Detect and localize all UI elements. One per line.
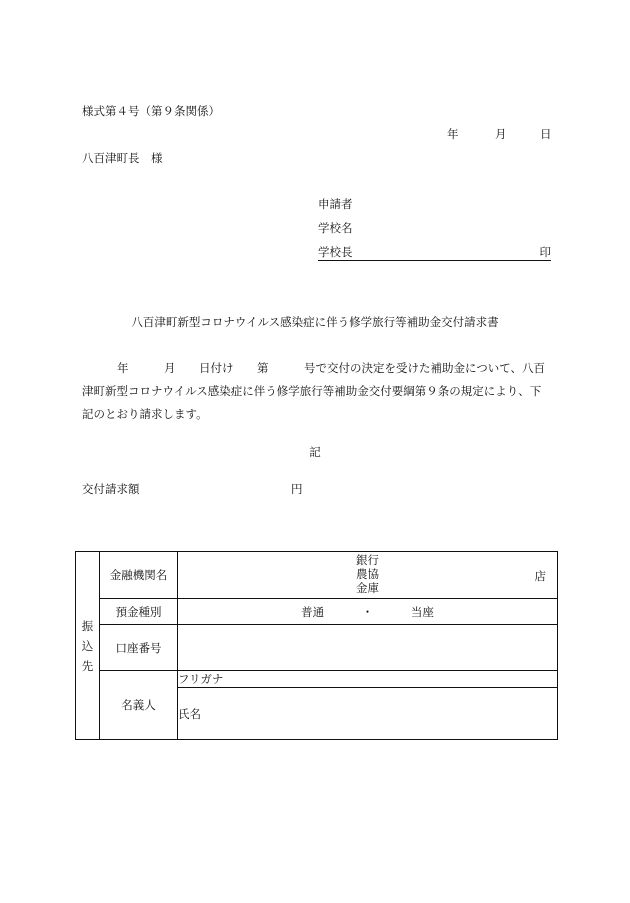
bank-type-kinko: 金庫	[356, 581, 379, 595]
bank-label: 金融機関名	[100, 552, 178, 599]
applicant-label: 申請者	[318, 197, 353, 211]
body-line-2-text: 津町新型コロナウイルス感染症に伴う修学旅行等補助金交付要綱第９条の規定により、下	[82, 384, 542, 398]
body-text	[82, 357, 552, 426]
principal-label: 学校長	[318, 245, 353, 259]
body-line-1	[82, 357, 552, 380]
bank-type-nokyo: 農協	[356, 567, 379, 581]
holder-label: 名義人	[100, 671, 178, 740]
principal-line	[318, 244, 551, 261]
addressee: 八百津町長 様	[82, 151, 163, 165]
holder-name-field[interactable]	[178, 688, 558, 740]
branch-label: 店	[534, 569, 546, 583]
body-year: 年	[117, 361, 129, 375]
date-month: 月	[495, 127, 507, 141]
body-line-3-text: 記のとおり請求します。	[82, 407, 208, 421]
date-year: 年	[447, 127, 459, 141]
name-label: 氏名	[178, 706, 201, 721]
body-line-2	[82, 380, 552, 403]
body-number-prefix: 第	[257, 361, 269, 375]
account-type-label: 預金種別	[100, 599, 178, 625]
seal-mark: 印	[539, 245, 551, 259]
account-type-separator: ・	[361, 604, 374, 619]
form-number: 様式第４号（第９条関係）	[82, 104, 220, 118]
bank-type-ginko: 銀行	[356, 553, 379, 567]
account-type-toza[interactable]: 当座	[410, 604, 434, 619]
side-char-1: 振	[81, 618, 94, 633]
school-name-label: 学校名	[318, 221, 353, 235]
account-number-label: 口座番号	[100, 625, 178, 671]
account-type-futsu[interactable]: 普通	[301, 604, 325, 619]
furigana-label: フリガナ	[178, 672, 224, 686]
date-line	[0, 126, 630, 142]
bank-name-field[interactable]	[178, 552, 558, 599]
body-line-3	[82, 403, 552, 426]
body-dated: 日付け	[199, 361, 234, 375]
ki-mark: 記	[309, 445, 321, 459]
bank-types	[178, 552, 557, 595]
date-day: 日	[540, 127, 552, 141]
transfer-table	[75, 551, 558, 740]
side-char-3: 先	[81, 658, 94, 673]
body-month: 月	[164, 361, 176, 375]
document-title: 八百津町新型コロナウイルス感染症に伴う修学旅行等補助金交付請求書	[131, 315, 499, 329]
furigana-field[interactable]	[178, 671, 558, 688]
body-line-1-rest: 号で交付の決定を受けた補助金について、八百	[304, 361, 546, 375]
account-number-field[interactable]	[178, 625, 558, 671]
transfer-side-label	[76, 552, 100, 740]
amount-unit: 円	[291, 482, 303, 496]
account-type-field[interactable]	[178, 599, 558, 625]
side-char-2: 込	[81, 638, 94, 653]
amount-label: 交付請求額	[82, 482, 140, 496]
